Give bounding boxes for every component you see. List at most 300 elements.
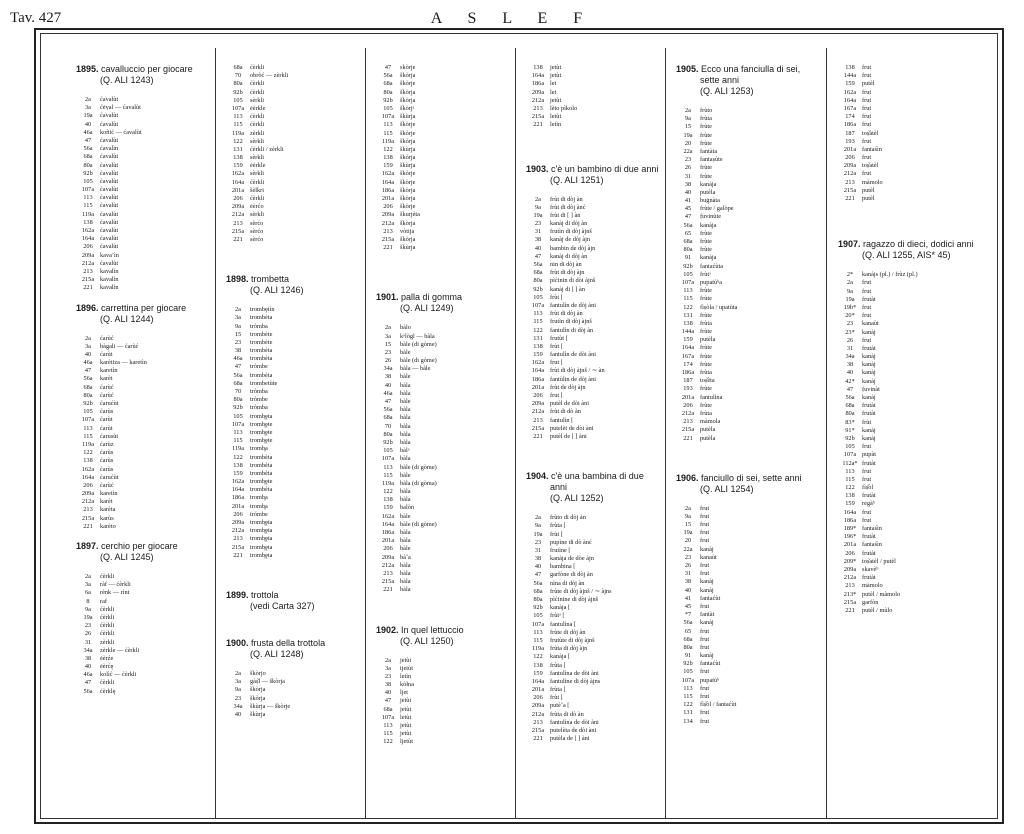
locality-code: 80a	[383, 430, 393, 438]
dialect-form: frut	[700, 562, 710, 569]
dialect-entry	[76, 186, 212, 194]
locality-code: 215a	[381, 235, 395, 243]
section-heading: ragazzo di dieci, dodici anni	[860, 239, 974, 250]
dialect-form: frùte	[700, 360, 712, 368]
locality-code: 3a	[85, 581, 91, 589]
dialect-entry	[76, 252, 212, 260]
locality-code: 2a	[847, 279, 853, 287]
locality-code: 23*	[845, 328, 855, 336]
dialect-form: fantaćùt	[700, 660, 721, 668]
dialect-form: frùtᵃ	[700, 270, 711, 278]
dialect-entry	[376, 722, 512, 730]
locality-code: 122	[83, 449, 93, 457]
dialect-entry	[676, 164, 822, 172]
dialect-form: škùrja — škòrje	[250, 702, 291, 710]
dialect-entry	[526, 277, 662, 285]
locality-code: 144a	[843, 72, 857, 80]
dialect-form: frutàt	[862, 402, 876, 410]
locality-code: 201a	[531, 383, 545, 391]
dialect-form: bàla — bàle	[400, 365, 431, 373]
dialect-form: tromb̥ęta	[250, 551, 273, 559]
locality-code: 221	[383, 586, 393, 594]
dialect-entry	[226, 80, 362, 88]
dialect-form: škòrje	[400, 80, 416, 88]
dialect-entry	[838, 162, 998, 170]
locality-code: 38	[234, 347, 242, 355]
dialect-entry	[226, 486, 362, 494]
locality-code: 68a	[533, 269, 543, 277]
dialect-entry	[838, 558, 998, 566]
dialect-entry	[838, 195, 998, 203]
dialect-form: màmolo	[862, 582, 883, 590]
locality-code: 47	[234, 363, 242, 371]
locality-code: 56a	[533, 261, 543, 268]
dialect-entry	[376, 586, 512, 594]
locality-code: 164a	[843, 96, 857, 104]
dialect-entry	[526, 269, 662, 277]
dialect-entry	[76, 260, 212, 268]
dialect-form: kanàj	[700, 619, 714, 627]
dialect-form: frut	[862, 312, 872, 320]
locality-code: 212a	[381, 561, 395, 569]
dialect-form: škùrja	[250, 710, 266, 718]
dialect-form: škòrje	[400, 203, 416, 211]
dialect-form: ćėṿal — ćavalùt	[100, 104, 141, 112]
locality-code: 105	[83, 408, 93, 416]
dialect-entry	[226, 138, 362, 146]
locality-code: 201a	[231, 186, 245, 194]
dialect-form: fantulìne di dòj àjns	[550, 677, 601, 685]
dialect-form: škòrja	[400, 219, 416, 227]
dialect-form: frùt [	[550, 342, 563, 350]
locality-code: 206	[845, 549, 855, 557]
dialect-entry	[676, 148, 822, 156]
locality-code: 209a	[843, 162, 857, 170]
locality-code: 186a	[843, 516, 857, 524]
dialect-form: pupàt	[862, 451, 876, 459]
locality-code: 56a	[683, 221, 693, 229]
locality-code: 20*	[845, 312, 855, 320]
dialect-entry	[838, 72, 998, 80]
dialect-entry	[676, 628, 822, 636]
dialect-entry	[376, 529, 512, 537]
locality-code: 105	[683, 668, 693, 676]
page-header	[0, 8, 1024, 30]
locality-code: 122	[383, 738, 393, 746]
dialect-entry	[676, 123, 822, 131]
locality-code: 34a	[845, 353, 855, 361]
dialect-entry	[838, 468, 998, 476]
locality-code: 47	[684, 213, 692, 221]
dialect-form: ćavalùt	[100, 259, 119, 267]
dialect-entry	[376, 195, 512, 203]
dialect-entry	[676, 312, 822, 320]
dialect-form: màmolo	[862, 178, 883, 186]
dialect-form: ćèrkli	[100, 605, 115, 613]
dialect-entry	[376, 244, 512, 252]
dialect-entry	[676, 644, 822, 652]
dialect-entry	[676, 254, 822, 262]
locality-code: 138	[83, 218, 93, 226]
locality-code: 70	[384, 422, 392, 430]
dialect-entry	[376, 545, 512, 553]
dialect-entry	[838, 179, 998, 187]
dialect-form: frùt di dòj àjn	[550, 269, 585, 277]
locality-code: 186a	[381, 186, 395, 194]
locality-code: 162a	[531, 359, 545, 367]
dialect-form: tròmbe	[250, 396, 268, 404]
dialect-form: bàle	[400, 545, 411, 553]
locality-code: 107a	[231, 104, 245, 112]
dialect-form: let	[550, 88, 557, 96]
dialect-entry	[226, 339, 362, 347]
locality-code: 221	[233, 235, 243, 243]
dialect-form: jetùt	[400, 697, 412, 705]
locality-code: 119a	[231, 129, 244, 137]
locality-code: 41	[684, 197, 692, 205]
dialect-form: frùto	[700, 107, 713, 114]
dialect-form: putèl / mùlo	[862, 606, 893, 614]
dialect-entry	[838, 378, 998, 386]
dialect-entry	[226, 211, 362, 219]
dialect-entry	[226, 331, 362, 339]
dialect-form: ćavalùt	[100, 161, 119, 169]
dialect-entry	[526, 121, 662, 129]
dialect-entry	[376, 673, 512, 681]
dialect-form: frùte di dòj àjnš / ∼ àjns	[550, 587, 612, 595]
locality-code: 206	[845, 154, 855, 162]
dialect-form: ćèrkli	[100, 679, 115, 687]
locality-code: 213	[233, 219, 243, 227]
dialect-form: škòrje	[400, 170, 416, 178]
locality-code: 107a	[81, 186, 95, 194]
dialect-form: škòrja	[250, 694, 266, 702]
dialect-entry	[526, 719, 662, 727]
dialect-form: ćavalùt	[100, 210, 119, 218]
dialect-form: frùt di dò àn	[550, 408, 581, 416]
locality-code: 80a	[683, 643, 693, 651]
locality-code: 138	[533, 342, 543, 350]
locality-code: 212a	[531, 408, 545, 416]
locality-code: 80a	[233, 396, 243, 404]
dialect-form: bàla	[400, 389, 411, 397]
locality-code: 201a	[843, 541, 857, 549]
dialect-entry	[226, 355, 362, 363]
dialect-entry	[676, 529, 822, 537]
locality-code: 159	[845, 80, 855, 88]
locality-code: 23	[384, 348, 392, 356]
locality-code: 134	[683, 717, 693, 725]
dialect-entry	[676, 246, 822, 254]
locality-code: 2a	[85, 573, 91, 580]
section-heading: trombetta	[248, 274, 290, 285]
dialect-form: frut	[700, 529, 710, 537]
dialect-entry	[526, 580, 662, 588]
locality-code: 38	[384, 373, 392, 381]
dialect-entry	[526, 64, 662, 72]
dialect-entry	[76, 170, 212, 178]
dialect-entry	[676, 279, 822, 287]
dialect-form: fantàt	[700, 611, 715, 619]
locality-code: 2a	[85, 96, 91, 103]
dialect-entry	[526, 555, 662, 563]
dialect-form: karèt	[100, 375, 113, 383]
dialect-form: regàᵇ	[862, 500, 875, 508]
dialect-form: škòrje	[400, 121, 416, 129]
section-title	[76, 541, 212, 552]
dialect-form: bàle	[400, 512, 411, 520]
dialect-entry	[526, 80, 662, 88]
dialect-entry	[226, 347, 362, 355]
locality-code: 215a	[231, 543, 245, 551]
dialect-form: jetùt	[400, 656, 412, 664]
dialect-form: fantulìna	[700, 393, 723, 401]
locality-code: 119a	[381, 479, 394, 487]
locality-code: *7	[684, 611, 692, 619]
dialect-entry	[676, 562, 822, 570]
locality-code: 159	[233, 469, 243, 477]
dialect-form: putèl	[862, 80, 875, 88]
dialect-entry	[376, 431, 512, 439]
locality-code: 105	[383, 104, 393, 112]
dialect-form: ćavalùt	[100, 235, 119, 243]
dialect-entry	[76, 284, 212, 292]
locality-code: 209a	[231, 519, 245, 526]
locality-code: 56a	[845, 394, 855, 401]
dialect-form: kolìć — ćèrkli	[100, 671, 137, 679]
dialect-entry	[376, 179, 512, 187]
locality-code: 40	[684, 188, 692, 196]
dialect-form: frut	[862, 96, 872, 104]
locality-code: 186a	[381, 529, 395, 536]
map-section	[376, 625, 512, 747]
locality-code: 46a	[83, 671, 93, 679]
locality-code: 34a	[383, 365, 393, 373]
locality-code: 119a	[531, 645, 544, 653]
dialect-form: frut	[862, 475, 872, 483]
dialect-form: putèla	[700, 426, 716, 434]
locality-code: 115	[683, 693, 693, 700]
section-heading: In quel lettuccio	[398, 624, 464, 635]
dialect-form: frut	[700, 602, 710, 610]
dialect-entry	[676, 263, 822, 271]
locality-code: 201a	[381, 195, 395, 202]
locality-code: 2a	[535, 514, 541, 522]
section-number: 1905.	[676, 64, 699, 74]
locality-code: 47	[846, 385, 854, 393]
locality-code: 47	[84, 679, 92, 687]
dialect-form: frùte / galòpe	[700, 205, 734, 213]
dialect-form: sèrćo	[250, 219, 264, 227]
dialect-form: kanàja [	[550, 653, 571, 661]
locality-code: 162a	[843, 88, 857, 96]
dialect-entry	[838, 138, 998, 146]
map-section	[526, 64, 662, 130]
dialect-entry	[838, 484, 998, 492]
dialect-form: frut	[862, 279, 872, 287]
dialect-form: vòtija	[400, 227, 415, 235]
dialect-entry	[838, 89, 998, 97]
dialect-entry	[226, 72, 362, 80]
dialect-form: karùs	[100, 514, 114, 522]
dialect-entry	[838, 97, 998, 105]
dialect-entry	[376, 681, 512, 689]
dialect-form: bàla	[400, 406, 411, 414]
dialect-entry	[676, 140, 822, 148]
dialect-form: ćarùs	[100, 449, 114, 457]
locality-code: 122	[683, 303, 693, 311]
dialect-entry	[226, 363, 362, 371]
dialect-entry	[526, 547, 662, 555]
dialect-entry	[526, 571, 662, 579]
locality-code: 122	[233, 453, 243, 461]
dialect-entry	[76, 573, 212, 581]
locality-code: 68a	[683, 238, 693, 245]
locality-code: 68a	[683, 635, 693, 643]
dialect-form: putèl de [ ] àni	[550, 432, 587, 440]
dialect-entry	[76, 630, 212, 638]
locality-code: 167a	[681, 352, 695, 360]
locality-code: 115	[83, 432, 93, 440]
dialect-entry	[526, 645, 662, 653]
dialect-entry	[526, 302, 662, 310]
dialect-form: ćèrkli	[100, 613, 115, 621]
locality-code: 65	[684, 229, 692, 237]
locality-code: 187	[845, 129, 855, 137]
locality-code: 215a	[231, 227, 245, 235]
locality-code: 92b	[83, 169, 93, 177]
dialect-form: frut [	[550, 392, 563, 399]
dialect-form: sèrkli	[250, 211, 264, 219]
dialect-entry	[226, 519, 362, 527]
locality-code: 47	[384, 398, 392, 405]
dialect-form: ėèrkle	[250, 162, 266, 170]
locality-code: 23	[684, 156, 692, 164]
section-number: 1906.	[676, 472, 699, 483]
locality-code: 159	[533, 669, 543, 677]
dialect-entry	[376, 706, 512, 714]
dialect-entry	[76, 343, 212, 351]
dialect-entry	[526, 220, 662, 228]
dialect-form: frùt [	[550, 293, 563, 301]
dialect-form: škòrje	[400, 129, 416, 137]
locality-code: 56a	[233, 371, 243, 379]
dialect-entry	[526, 204, 662, 212]
dialect-entry	[676, 287, 822, 295]
locality-code: 107a	[381, 713, 395, 721]
locality-code: 105	[83, 177, 93, 185]
dialect-entry	[76, 335, 212, 343]
dialect-entry	[838, 130, 998, 138]
dialect-form: ćarućùt	[100, 400, 119, 407]
dialect-form: ćavalùt	[100, 112, 119, 120]
dialect-entry	[676, 709, 822, 717]
dialect-entry	[76, 268, 212, 276]
dialect-entry	[76, 506, 212, 514]
dialect-entry	[376, 447, 512, 455]
dialect-entry	[676, 685, 822, 693]
dialect-entry	[376, 333, 512, 341]
section-title	[676, 473, 822, 484]
dialect-entry	[526, 621, 662, 629]
locality-code: 119a	[381, 137, 394, 145]
map-section	[838, 239, 998, 615]
dialect-form: ćèrklę	[100, 687, 116, 695]
dialect-entry	[76, 211, 212, 219]
dialect-entry	[226, 494, 362, 502]
locality-code: 80a	[845, 410, 855, 418]
dialect-form: frùte	[700, 352, 712, 360]
locality-code: 56a	[83, 375, 93, 383]
dialect-entry	[376, 714, 512, 722]
dialect-entry	[526, 327, 662, 335]
dialect-entry	[526, 686, 662, 694]
dialect-form: ėèrćo	[250, 203, 264, 211]
atlas-title: A S L E F	[430, 10, 594, 27]
dialect-form: bàla	[400, 578, 411, 586]
dialect-form: jetùt	[400, 730, 412, 738]
locality-code: 215a	[531, 424, 545, 432]
dialect-entry	[526, 261, 662, 269]
dialect-form: bàle (di gòme)	[400, 463, 437, 471]
section-reference: (Q. ALI 1254)	[700, 483, 754, 494]
dialect-form: kavalìn	[100, 267, 119, 275]
dialect-entry	[76, 606, 212, 614]
section-reference: (Q. ALI 1255, AIS* 45)	[862, 250, 951, 261]
locality-code: 209a	[81, 490, 95, 498]
dialect-form: frùta [	[550, 686, 566, 694]
dialect-form: garfòn	[862, 598, 879, 606]
dialect-form: ćèrkli	[100, 622, 115, 630]
dialect-entry	[526, 563, 662, 571]
section-heading: fanciullo di sei, sette anni	[698, 472, 802, 483]
locality-code: 164a	[81, 235, 95, 243]
dialect-form: tromb̥ęta	[250, 412, 273, 420]
dialect-form: ćèrkli	[250, 113, 265, 121]
locality-code: 107a	[843, 451, 857, 459]
dialect-entry	[838, 460, 998, 468]
locality-code: 2a	[85, 334, 91, 342]
section-number: 1896.	[76, 302, 99, 313]
dialect-form: kanàj	[862, 394, 876, 401]
locality-code: 164a	[231, 486, 245, 494]
locality-code: 212a	[81, 259, 95, 267]
dialect-entry	[376, 89, 512, 97]
locality-code: 19a	[533, 211, 543, 219]
dialect-entry	[676, 189, 822, 197]
locality-code: 47	[534, 252, 542, 260]
locality-code: 2a	[685, 504, 691, 512]
dialect-form: trombèta	[250, 453, 273, 461]
locality-code: 47	[84, 136, 92, 144]
dialect-form: frùta di dòj àjn	[550, 645, 588, 653]
locality-code: 22a	[683, 147, 693, 155]
dialect-entry	[838, 550, 998, 558]
dialect-form: škùrja	[400, 244, 416, 252]
dialect-form: bàla	[400, 414, 411, 422]
section-number: 1907.	[838, 239, 861, 250]
dialect-entry	[676, 181, 822, 189]
dialect-form: frut	[700, 512, 710, 520]
dialect-entry	[838, 443, 998, 451]
dialect-form: bàla	[400, 561, 411, 569]
section-reference: (Q. ALI 1243)	[100, 75, 154, 85]
dialect-form: putelèta de dòi àni	[550, 727, 597, 734]
dialect-form: trombète	[250, 338, 273, 346]
dialect-entry	[76, 523, 212, 531]
dialect-form: trombèta	[250, 461, 273, 469]
locality-code: 221	[533, 735, 543, 743]
